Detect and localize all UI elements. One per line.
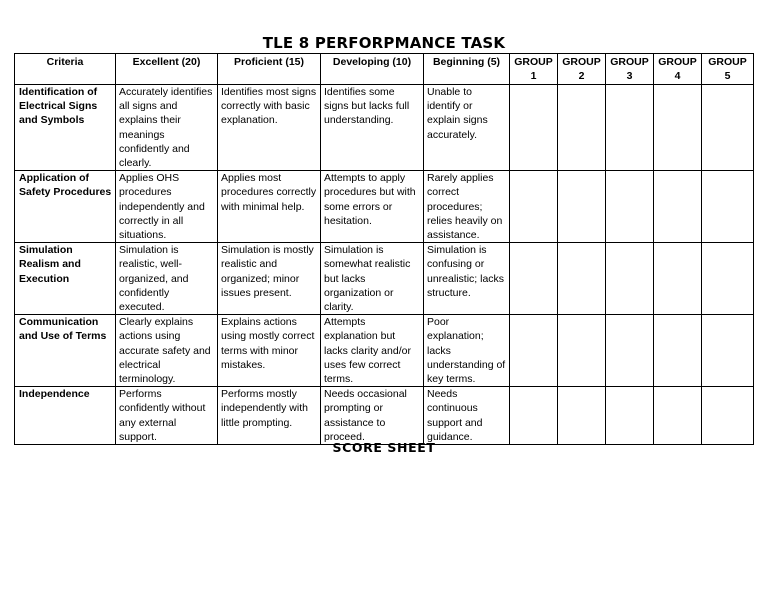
group-5-score-cell[interactable] — [702, 243, 754, 315]
header-excellent: Excellent (20) — [116, 54, 218, 85]
table-header-row — [15, 54, 754, 85]
developing-cell: Attempts explanation but lacks clarity and/or uses few correct terms. — [321, 315, 424, 387]
excellent-cell: Performs confidently without any external support. — [116, 387, 218, 445]
criterion-cell: Independence — [15, 387, 116, 445]
header-developing: Developing (10) — [321, 54, 424, 85]
table-row — [15, 171, 754, 243]
beginning-cell: Rarely applies correct procedures; relies heavily on assistance. — [424, 171, 510, 243]
group-5-label: GROUP — [708, 56, 747, 68]
group-4-label: GROUP — [658, 56, 697, 68]
group-3-number: 3 — [626, 70, 633, 83]
developing-cell: Attempts to apply procedures but with some errors or hesitation. — [321, 171, 424, 243]
group-3-score-cell[interactable] — [606, 315, 654, 387]
criterion-cell: Application of Safety Procedures — [15, 171, 116, 243]
developing-cell: Needs occasional prompting or assistance to proceed. — [321, 387, 424, 445]
beginning-cell: Simulation is confusing or unrealistic; lacks structure. — [424, 243, 510, 315]
group-1-number: 1 — [530, 70, 537, 83]
proficient-cell: Performs mostly independently with little prompting. — [218, 387, 321, 445]
group-3-label: GROUP — [610, 56, 649, 68]
group-1-score-cell[interactable] — [510, 243, 558, 315]
excellent-cell: Applies OHS procedures independently and correctly in all situations. — [116, 171, 218, 243]
header-group-3 — [606, 54, 654, 85]
score-sheet-label: SCORE SHEET — [332, 440, 436, 455]
group-5-score-cell[interactable] — [702, 171, 754, 243]
table-row — [15, 387, 754, 445]
group-2-score-cell[interactable] — [558, 243, 606, 315]
header-beginning: Beginning (5) — [424, 54, 510, 85]
table-row — [15, 85, 754, 171]
proficient-cell: Simulation is mostly realistic and organized; minor issues present. — [218, 243, 321, 315]
group-2-score-cell[interactable] — [558, 315, 606, 387]
group-1-score-cell[interactable] — [510, 387, 558, 445]
header-proficient: Proficient (15) — [218, 54, 321, 85]
group-5-number: 5 — [724, 70, 731, 83]
group-4-score-cell[interactable] — [654, 243, 702, 315]
header-group-4 — [654, 54, 702, 85]
group-4-score-cell[interactable] — [654, 387, 702, 445]
group-4-number: 4 — [674, 70, 681, 83]
group-4-score-cell[interactable] — [654, 315, 702, 387]
excellent-cell: Simulation is realistic, well-organized, and confidently executed. — [116, 243, 218, 315]
group-1-score-cell[interactable] — [510, 171, 558, 243]
criterion-cell: Identification of Electrical Signs and Symbols — [15, 85, 116, 171]
group-3-score-cell[interactable] — [606, 171, 654, 243]
group-3-score-cell[interactable] — [606, 85, 654, 171]
criterion-cell: Simulation Realism and Execution — [15, 243, 116, 315]
beginning-cell: Needs continuous support and guidance. — [424, 387, 510, 445]
header-group-1 — [510, 54, 558, 85]
proficient-cell: Explains actions using mostly correct terms with minor mistakes. — [218, 315, 321, 387]
group-4-score-cell[interactable] — [654, 171, 702, 243]
header-group-5 — [702, 54, 754, 85]
rubric-table — [14, 53, 754, 445]
group-2-number: 2 — [578, 70, 585, 83]
group-4-score-cell[interactable] — [654, 85, 702, 171]
criterion-cell: Communication and Use of Terms — [15, 315, 116, 387]
group-2-score-cell[interactable] — [558, 85, 606, 171]
proficient-cell: Identifies most signs correctly with basic explanation. — [218, 85, 321, 171]
table-row — [15, 315, 754, 387]
beginning-cell: Unable to identify or explain signs accurately. — [424, 85, 510, 171]
excellent-cell: Clearly explains actions using accurate safety and electrical terminology. — [116, 315, 218, 387]
developing-cell: Identifies some signs but lacks full understanding. — [321, 85, 424, 171]
group-2-label: GROUP — [562, 56, 601, 68]
group-2-score-cell[interactable] — [558, 387, 606, 445]
developing-cell: Simulation is somewhat realistic but lacks organization or clarity. — [321, 243, 424, 315]
excellent-cell: Accurately identifies all signs and explains their meanings confidently and clearly. — [116, 85, 218, 171]
document-title: TLE 8 PERFORPMANCE TASK — [262, 34, 506, 52]
group-5-score-cell[interactable] — [702, 315, 754, 387]
group-1-score-cell[interactable] — [510, 315, 558, 387]
table-row — [15, 243, 754, 315]
header-group-2 — [558, 54, 606, 85]
group-5-score-cell[interactable] — [702, 387, 754, 445]
group-1-label: GROUP — [514, 56, 553, 68]
group-1-score-cell[interactable] — [510, 85, 558, 171]
group-5-score-cell[interactable] — [702, 85, 754, 171]
group-3-score-cell[interactable] — [606, 387, 654, 445]
proficient-cell: Applies most procedures correctly with minimal help. — [218, 171, 321, 243]
group-2-score-cell[interactable] — [558, 171, 606, 243]
beginning-cell: Poor explanation; lacks understanding of key terms. — [424, 315, 510, 387]
group-3-score-cell[interactable] — [606, 243, 654, 315]
header-criteria: Criteria — [15, 54, 116, 85]
